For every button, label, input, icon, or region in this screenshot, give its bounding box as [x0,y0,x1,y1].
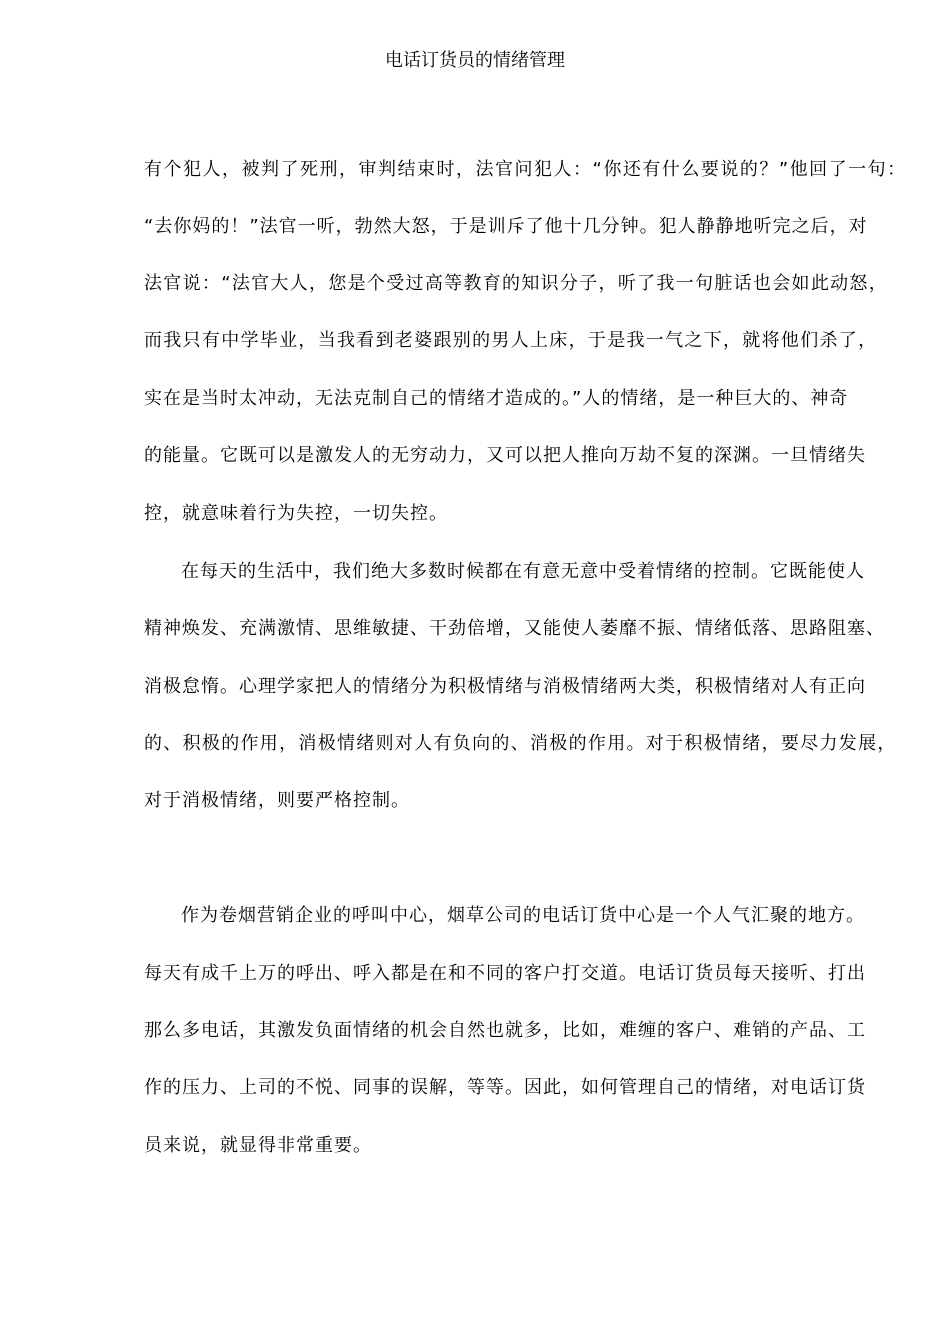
paragraph-line: “去你妈的！”法官一听，勃然大怒，于是训斥了他十几分钟。犯人静静地听完之后，对 [144,216,868,237]
paragraph-line: 每天有成千上万的呼出、呼入都是在和不同的客户打交道。电话订货员每天接听、打出 [144,963,866,984]
paragraph-line: 实在是当时太冲动，无法克制自己的情绪才造成的。”人的情绪，是一种巨大的、神奇 [144,388,849,409]
paragraph-line: 员来说，就显得非常重要。 [144,1135,372,1156]
document-title: 电话订货员的情绪管理 [385,50,565,71]
paragraph-line: 作为卷烟营销企业的呼叫中心，烟草公司的电话订货中心是一个人气汇聚的地方。 [181,905,865,926]
paragraph-line: 作的压力、上司的不悦、同事的误解，等等。因此，如何管理自己的情绪，对电话订货 [144,1077,866,1098]
paragraph-line: 的能量。它既可以是激发人的无穷动力，又可以把人推向万劫不复的深渊。一旦情绪失 [144,445,866,466]
paragraph-line: 那么多电话，其激发负面情绪的机会自然也就多，比如，难缠的客户、难销的产品、工 [144,1020,866,1041]
paragraph-line: 消极怠惰。心理学家把人的情绪分为积极情绪与消极情绪两大类，积极情绪对人有正向 [144,676,866,697]
paragraph-line: 对于消极情绪，则要严格控制。 [144,790,410,811]
paragraph-line: 控，就意味着行为失控，一切失控。 [144,503,448,524]
paragraph-line: 有个犯人，被判了死刑，审判结束时，法官问犯人：“你还有什么要说的？”他回了一句： [144,159,907,180]
paragraph-line: 而我只有中学毕业，当我看到老婆跟别的男人上床，于是我一气之下，就将他们杀了， [144,330,878,351]
paragraph-line: 在每天的生活中，我们绝大多数时候都在有意无意中受着情绪的控制。它既能使人 [181,561,865,582]
paragraph-line: 法官说：“法官大人，您是个受过高等教育的知识分子，听了我一句脏话也会如此动怒， [144,273,889,294]
paragraph-line: 的、积极的作用，消极情绪则对人有负向的、消极的作用。对于积极情绪，要尽力发展， [144,733,897,754]
paragraph-line: 精神焕发、充满激情、思维敏捷、干劲倍增，又能使人萎靡不振、情绪低落、思路阻塞、 [144,618,885,639]
